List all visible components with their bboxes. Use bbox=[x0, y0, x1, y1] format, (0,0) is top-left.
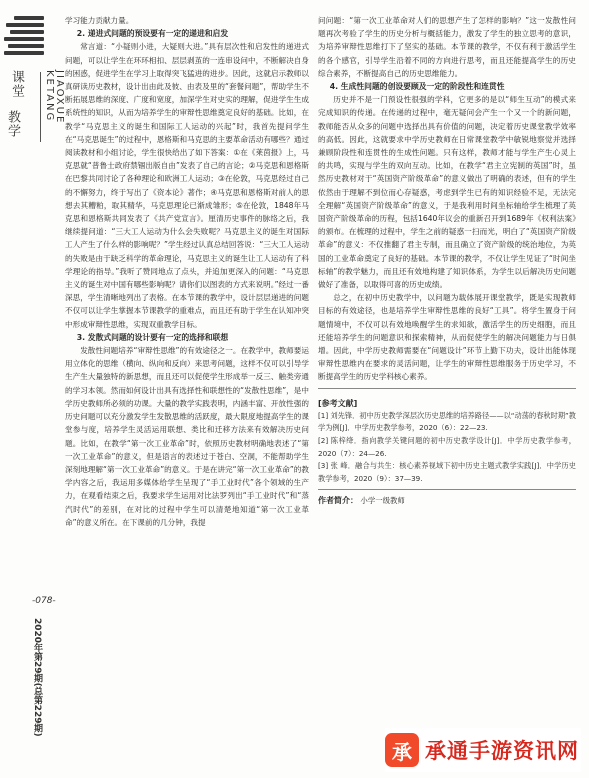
paragraph: 常言道：“小疑则小进，大疑则大进。”具有层次性和启发性的递进式问题，可以让学生在环环相扣、层层剥茧的一连串设问中，不断解决自身的困惑，促进学生在学习上取得突飞猛进的进步。因此，这就启示教师以真研读历史教材，设计出由此及彼、由表及里的“套餐问题”，帮助学生不断拓展思维的深度、广度和宽度，加深学生对史实的理解，促进学生生成系统性的知识，从而为培养学生的审辩性思维奠定良好的基础。比如，在教学“马克思主义的诞生和国际工人运动的兴起”时，我首先提问学生在“马克思诞生”的过程中，恩格斯和马克思的主要革命活动有哪些？通过阅读教材和小组讨论，学生很快给出了如下答案：①在《莱茵报》上，马克思就“普鲁士政府禁锢出版自由”发表了自己的言论；②马克思和恩格斯在巴黎共同讨论了各种理论和欧洲工人运动；③在伦敦，马克思经过自己的不懈努力，终于写出了《资本论》著作；④马克思和恩格斯对前人的思想去其糟粕，取其精华，马克思理论已渐成雏形；⑤在伦敦，1848年马克思和恩格斯共同发表了《共产党宣言》。厘清历史事件的脉络之后，我继续提问道：“三大工人运动为什么会失败呢？马克思主义的诞生对国际工人产生了什么样的影响呢？”学生经过认真总结回答说：“三大工人运动的失败是由于缺乏科学的革命理论，马克思主义的诞生让工人运动有了科学理论的指导。”我听了赞同地点了点头，并追加更深入的问题：“马克思主义的诞生对中国有哪些影响呢？请你们以图表的方式来说明。”经过一番深思，学生清晰地列出了表格。在本节课的教学中，设计层层递进的问题不仅可以让学生掌握本节课教学的重难点，而且还有助于学生在认知冲突中形成审辩性思维，实现双重教学目标。 bbox=[65, 42, 309, 329]
references-title: [参考文献] bbox=[318, 398, 358, 408]
reference-item: [1] 刘先锋．初中历史教学深层次历史思维的培养路径——以“动荡的春秋时期”教学为例[J]．中学历史教学参考，2020（6）：22—23. bbox=[318, 410, 576, 433]
divider bbox=[318, 489, 576, 490]
margin-title-en-top: KETANG bbox=[44, 70, 55, 123]
author-info bbox=[318, 494, 576, 507]
section-heading: 3. 发散式问题的设计要有一定的选择和联想 bbox=[76, 332, 229, 342]
author-label: 作者简介： bbox=[318, 496, 358, 506]
watermark-text: 承通手游资讯网 bbox=[425, 739, 579, 763]
right-column bbox=[318, 14, 576, 508]
paragraph: 问问题：“第一次工业革命对人们的思想产生了怎样的影响？”这一发散性问题再次考验了学生的历史分析与概括能力，激发了学生的独立思考的意识，为培养审辩性思维打下了坚实的基础。本节课的教学，不仅有利于激活学生的各个感官，引导学生沿着不同的方向进行思考，而且还能提高学生的历史综合素养，不断提高自己的历史思维能力。 bbox=[318, 16, 576, 78]
section-heading: 4. 生成性问题的创设要顾及一定的阶段性和连贯性 bbox=[329, 82, 505, 92]
references-list bbox=[318, 410, 576, 486]
watermark-logo: 承 bbox=[385, 733, 419, 767]
paragraph: 发散性问题培养“审辩性思维”的有效途径之一。在教学中，教师要运用立体化的思维（横向、纵向和反向）来思考问题，这样不仅可以引导学生产生大量独特的新思想，而且还可以促使学生形成举一反三、触类旁通的学习本领。然而如何设计出具有选择性和联想性的“发散性思维”，是中学历史教师所必须的功课。大量的教学实践表明，内涵丰富、开放性强的历史问题可以充分激发学生发散思维的活跃度，最大限度地提高学生的课堂参与度，培养学生灵活运用联想、类比和迁移方法来有效解决历史问题。比如，在教学“第一次工业革命”时，依照历史教材明确地表述了“第一次工业革命”的意义，但是语言的表述过于苍白、空洞，不能帮助学生深刻地理解“第一次工业革命”的意义。于是在讲完“第一次工业革命”的教学内容之后，我运用多媒体给学生呈现了“手工业时代”各个领域的生产力，在观看结束之后，我要求学生运用对比法罗列出“手工业时代”和“蒸汽时代”的差别，在对比的过程中学生可以清楚地知道“第一次工业革命”的意义所在。在下课前的几分钟，我提 bbox=[65, 346, 309, 527]
author-text: 小学一级教师 bbox=[360, 496, 405, 506]
paragraph: 总之，在初中历史教学中，以问题为载体展开课堂教学，既是实现教师目标的有效途径，也是培养学生审辩性思维的良好“工具”。将学生置身于问题情境中，不仅可以有效地唤醒学生的求知欲，激活学生的历史细胞，而且还能培养学生的问题意识和探索精神，从而促使学生的解决问题能力与日俱增。因此，中学历史教师需要在“问题设计”环节上勤下功夫，设计出能体现审辩性思维内在要求的灵活问题，让学生的审辩性思维服务于历史学习，不断提高学生的历史学科核心素养。 bbox=[318, 293, 576, 382]
reference-item: [2] 陈梓绛．指向教学关键问题的初中历史教学设计[J]．中学历史教学参考，2020（7）：24—26. bbox=[318, 436, 576, 458]
book-stack-icon bbox=[4, 14, 48, 58]
site-watermark bbox=[385, 728, 581, 772]
margin-title-en-bottom: JIAOXUE bbox=[54, 70, 65, 125]
left-column bbox=[65, 14, 309, 529]
reference-item: [3] 张 峰．融合与共生：核心素养视域下初中历史主题式教学实践[J]．中学历史教学参考，2020（9）：37—39. bbox=[318, 461, 576, 483]
paragraph: 历史并不是一门预设性很强的学科，它更多的是以“师生互动”的模式来完成知识的传递。在传递的过程中，毫无疑问会产生一个又一个的新问题，教师能否从众多的问题中选择出具有价值的问题，决定着历史课堂教学效率的高低。因此，这就要求中学历史教师在日常课堂教学中敏锐地察觉并选择兼顾阶段性和连贯性的生成性问题。只有这样，教师才能与学生产生心灵上的共鸣，实现与学生的双向互动。比如，在教学“君主立宪制的英国”时，虽然历史教材对于“英国资产阶级革命”的意义做出了明确的表述，但有的学生依然由于理解不到位而心存疑惑，考虑到学生已有的知识经验不足，无法完全理解“英国资产阶级革命”的意义，于是我利用时间坐标轴给学生梳理了英国资产阶级革命的历程，包括1640年议会的重新召开到1689年《权利法案》的颁布。在梳理的过程中，学生之前的疑惑一扫而光，明白了“英国资产阶级革命”的意义：不仅推翻了君主专制，而且确立了资产阶级的统治地位，为英国的工业革命奠定了良好的基础。本节课的教学，不仅让学生见证了“时间坐标轴”的教学魅力，而且还有效地构建了知识体系，为学生以后解决历史问题做好了准备，以取得可喜的历史成绩。 bbox=[318, 95, 576, 290]
section-heading: 2. 递进式问题的预设要有一定的递进和启发 bbox=[76, 29, 229, 39]
margin-title-cn-bottom: 教学 bbox=[5, 110, 20, 138]
margin-title-cn-top: 课堂 bbox=[9, 70, 24, 98]
divider bbox=[318, 388, 576, 389]
margin-divider bbox=[40, 72, 41, 142]
page-number: -078- bbox=[32, 596, 56, 606]
paragraph: 学习能力贡献力量。 bbox=[65, 16, 134, 25]
issue-label: 2020年第29期(总第229期) bbox=[32, 618, 42, 737]
